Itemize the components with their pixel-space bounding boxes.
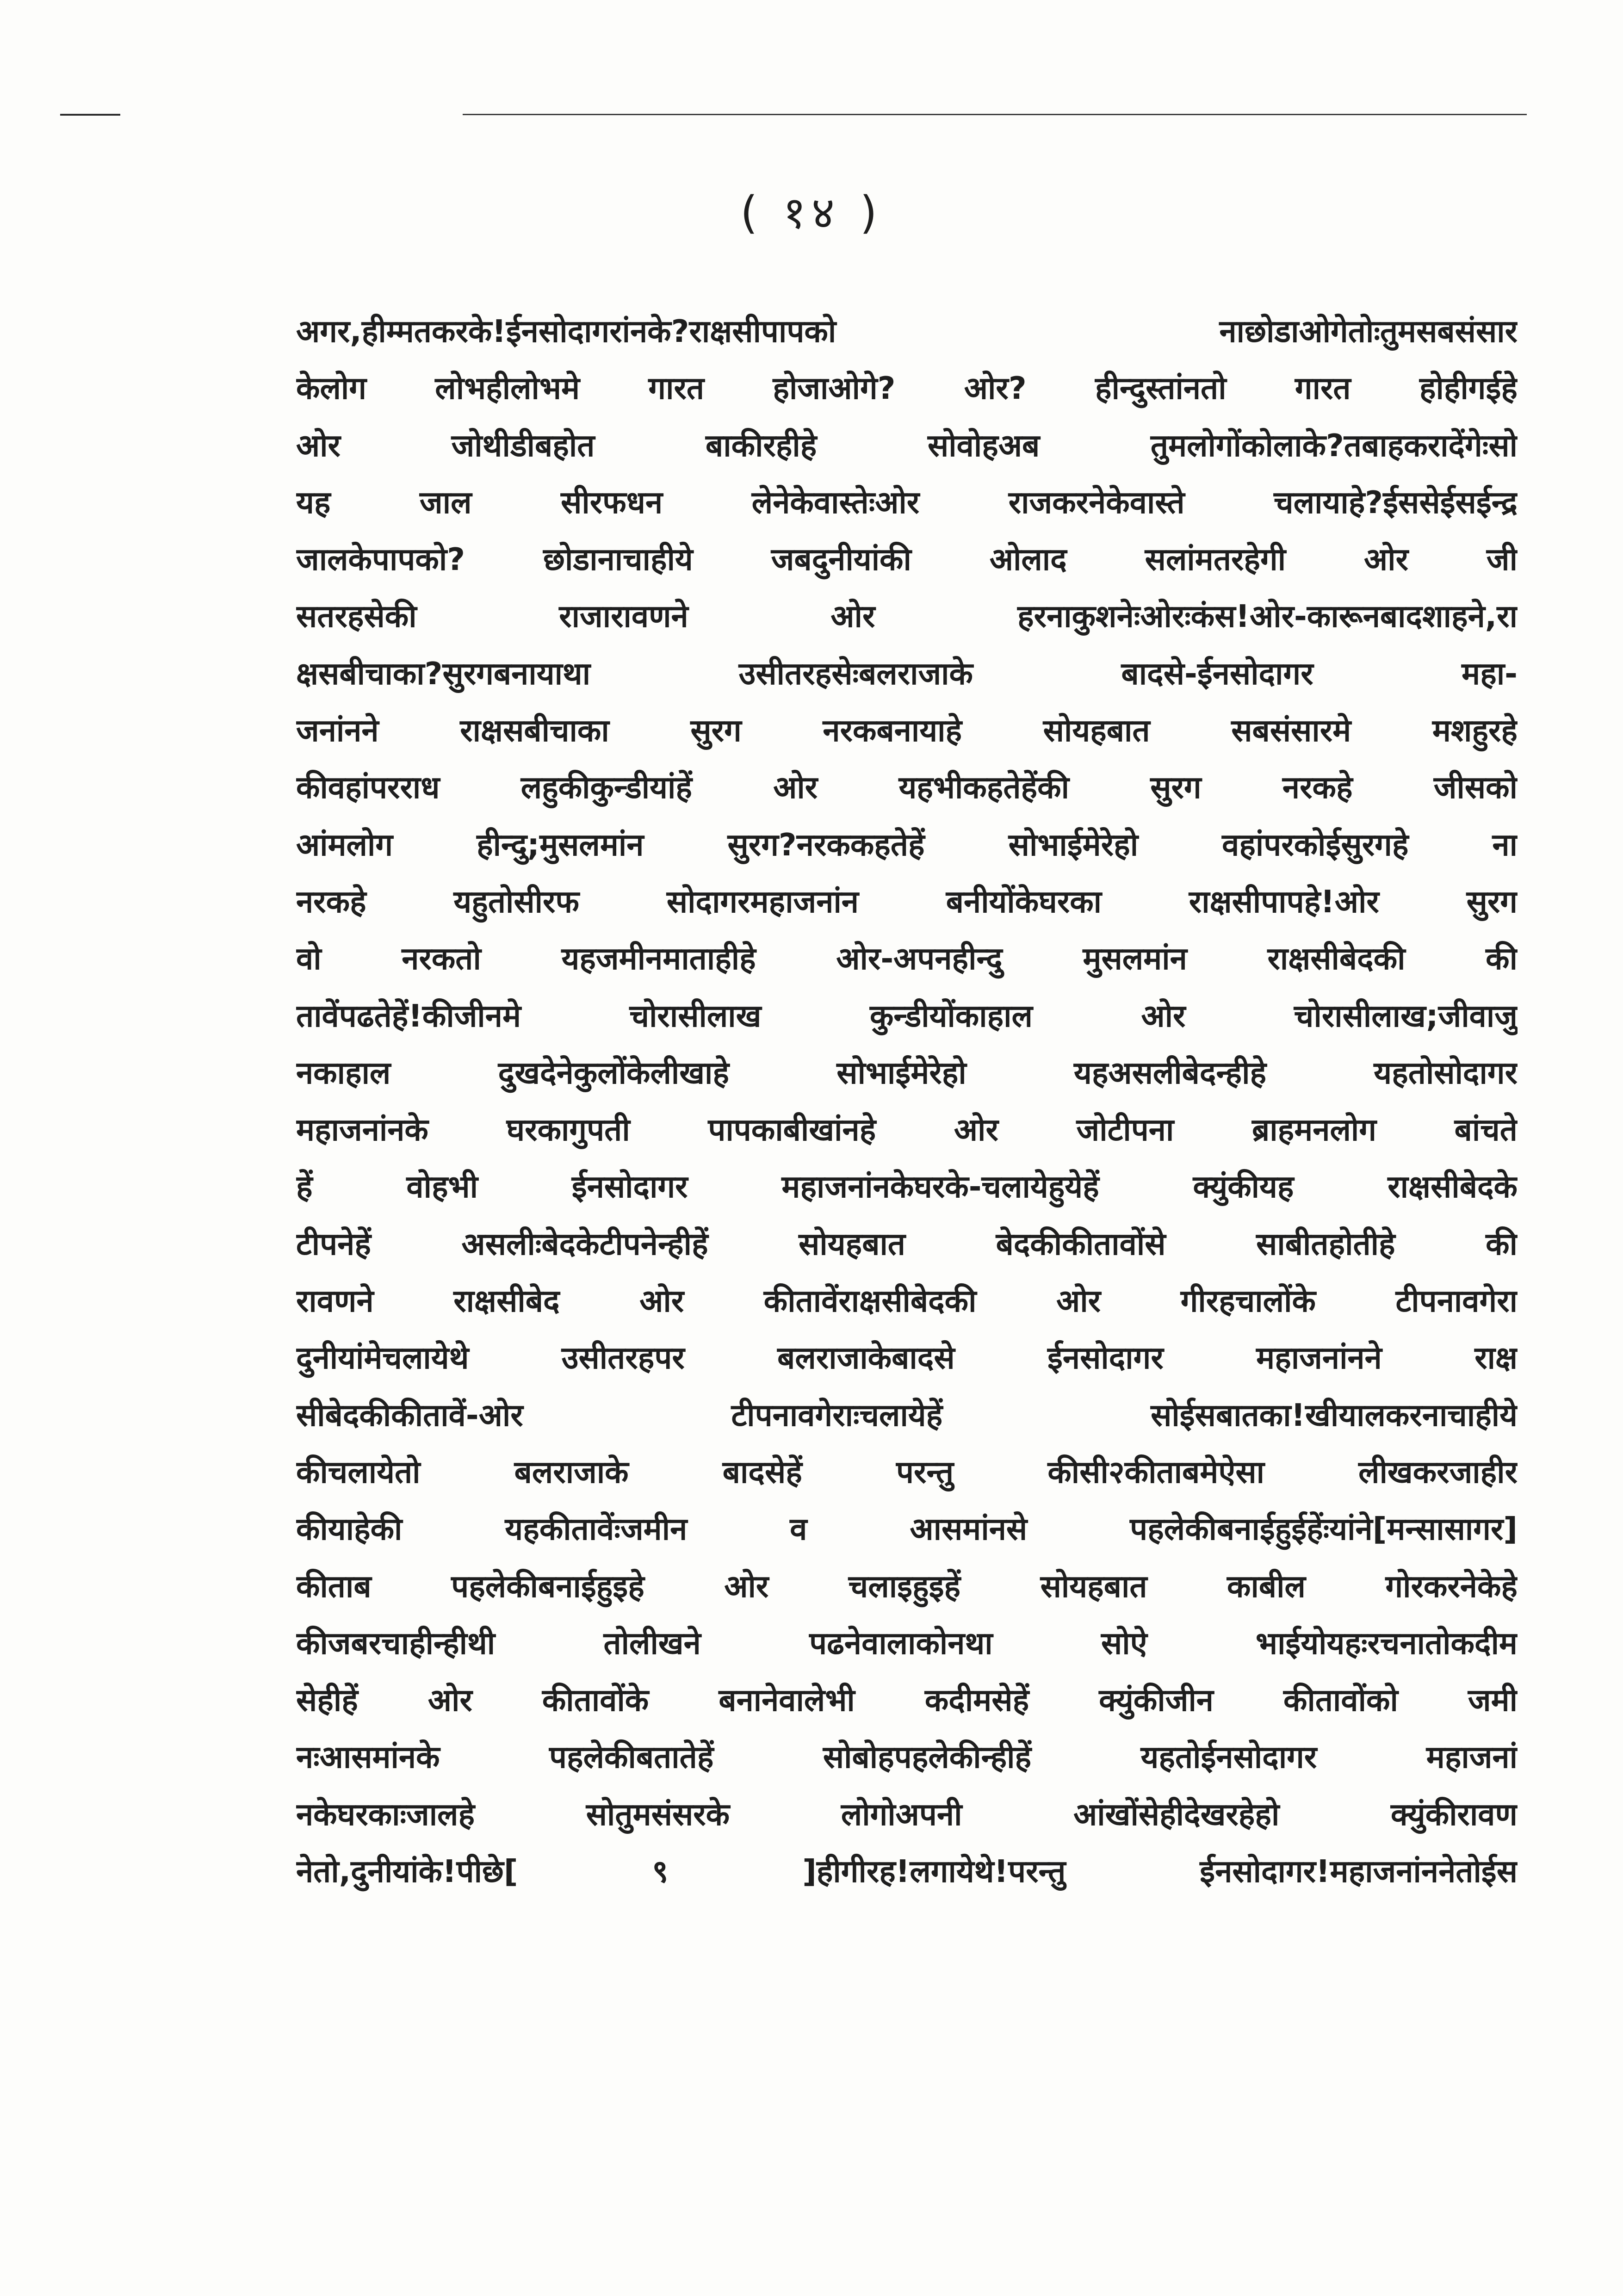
text-line: जनांनने राक्षसबीचाका सुरग नरकबनायाहे सोयहबात सबसंसारमे मशहुरहे [296,712,1518,749]
text-line: सीबेदकीकीतावें-ओर टीपनावगेराःचलायेहें सोईसबातका!खीयालकरनाचाहीये [296,1397,1518,1433]
text-line: महाजनांनके घरकागुपती पापकाबीखांनहे ओर जोटीपना ब्राहमनलोग बांचते [296,1112,1518,1148]
header-rule-left [60,114,120,116]
text-line: क्षसबीचाका?सुरगबनायाथा उसीतरहसेःबलराजाके बादसे-ईनसोदागर महा- [296,655,1518,692]
text-line: तावेंपढतेहें!कीजीनमे चोरासीलाख कुन्डीयोंकाहाल ओर चोरासीलाख;जीवाजु [296,997,1518,1034]
text-line: कीताब पहलेकीबनाईहुइहे ओर चलाइहुइहें सोयहबात काबील गोरकरनेकेहे [296,1568,1518,1604]
body-text [296,303,1518,1900]
text-line: नःआसमांनके पहलेकीबतातेहें सोबोहपहलेकीन्हीहें यहतोईनसोदागर महाजनां [296,1739,1518,1776]
text-line: रावणने राक्षसीबेद ओर कीतावेंराक्षसीबेदकी ओर गीरहचालोंके टीपनावगेरा [296,1283,1518,1319]
text-line: केलोग लोभहीलोभमे गारत होजाओगे? ओर? हीन्दुस्तांनतो गारत होहीगईहे [296,370,1518,407]
text-line: सतरहसेकी राजारावणने ओर हरनाकुशनेःओरःकंस!ओर-कारूनबादशाहने,रा [296,598,1518,635]
text-line: दुनीयांमेचलायेथे उसीतरहपर बलराजाकेबादसे ईनसोदागर महाजनांनने राक्ष [296,1340,1518,1376]
text-line: ओर जोथीडीबहोत बाकीरहीहे सोवोहअब तुमलोगोंकोलाके?तबाहकरादेंगेःसो [296,427,1518,464]
text-line: जालकेपापको? छोडानाचाहीये जबदुनीयांकी ओलाद सलांमतरहेगी ओर जी [296,541,1518,578]
page-number: ( १४ ) [740,187,883,239]
text-line: वो नरकतो यहजमीनमाताहीहे ओर-अपनहीन्दु मुसलमांन राक्षसीबेदकी की [296,941,1518,977]
text-line: नरकहे यहुतोसीरफ सोदागरमहाजनांन बनीयोंकेघरका राक्षसीपापहे!ओर सुरग [296,883,1518,920]
text-line: कीवहांपरराध लहुकीकुन्डीयांहें ओर यहभीकहतेहेंकी सुरग नरकहे जीसको [296,769,1518,806]
text-line: आंमलोग हीन्दु;मुसलमांन सुरग?नरककहतेहें सोभाईमेरेहो वहांपरकोईसुरगहे ना [296,826,1518,863]
text-line: नेतो,दुनीयांके!पीछे[ ९ ]हीगीरह!लगायेथे!परन्तु ईनसोदागर!महाजनांननेतोईस [296,1853,1518,1890]
text-line: हें वोहभी ईनसोदागर महाजनांनकेघरके-चलायेहुयेहें क्युंकीयह राक्षसीबेदके [296,1169,1518,1205]
text-line: सेहीहें ओर कीतावोंके बनानेवालेभी कदीमसेहें क्युंकीजीन कीतावोंको जमी [296,1682,1518,1719]
text-line: टीपनेहें असलीःबेदकेटीपनेन्हीहें सोयहबात बेदकीकीतावोंसे साबीतहोतीहे की [296,1225,1518,1262]
text-line: कीजबरचाहीन्हीथी तोलीखने पढनेवालाकोनथा सोऐ भाईयोयहःरचनातोकदीम [296,1625,1518,1661]
text-line: नकाहाल दुखदेनेकुलोंकेलीखाहे सोभाईमेरेहो यहअसलीबेदन्हीहे यहतोसोदागर [296,1054,1518,1091]
text-line: कीयाहेकी यहकीतावेंःजमीन व आसमांनसे पहलेकीबनाईहुईहेंःयांने[मन्सासागर] [296,1511,1518,1547]
text-line: कीचलायेतो बलराजाके बादसेहें परन्तु कीसी२कीताबमेऐसा लीखकरजाहीर [296,1454,1518,1490]
text-line: यह जाल सीरफधन लेनेकेवास्तेःओर राजकरनेकेवास्ते चलायाहे?ईससेईसईन्द्र [296,484,1518,520]
text-line: अगर,हीम्मतकरके!ईनसोदागरांनके?राक्षसीपापको नाछोडाओगेतोःतुमसबसंसार [296,313,1518,349]
text-line: नकेघरकाःजालहे सोतुमसंसरके लोगोअपनी आंखोंसेहीदेखरहेहो क्युंकीरावण [296,1796,1518,1832]
header-rule-right [463,114,1527,115]
